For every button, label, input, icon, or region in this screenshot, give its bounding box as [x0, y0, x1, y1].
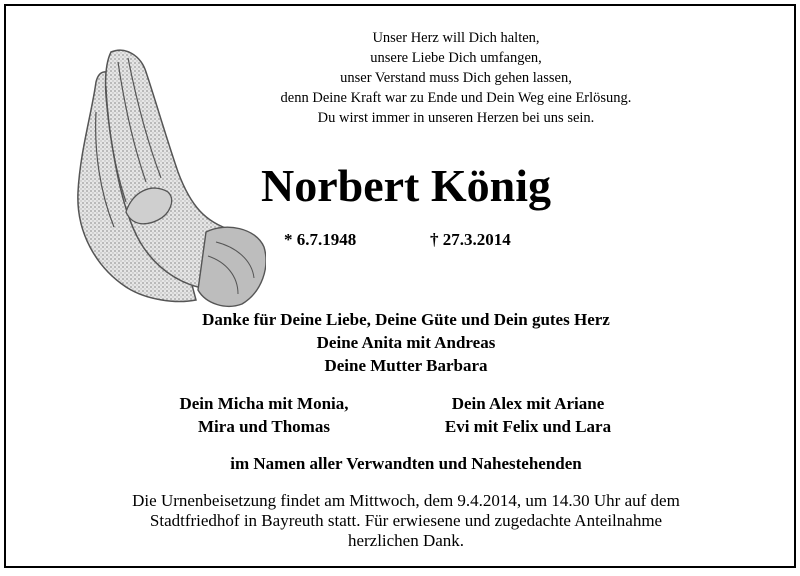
poem-line: denn Deine Kraft war zu Ende und Dein Weg eine Erlösung. — [280, 90, 632, 106]
obituary-notice — [4, 4, 796, 568]
poem-line: unser Verstand muss Dich gehen lassen, — [340, 70, 572, 86]
poem-line: Du wirst immer in unseren Herzen bei uns sein. — [317, 110, 595, 126]
family-line: Mira und Thomas — [198, 417, 330, 436]
poem-line: unsere Liebe Dich umfangen, — [370, 50, 542, 66]
funeral-line: Die Urnenbeisetzung findet am Mittwoch, dem 9.4.2014, um 14.30 Uhr auf dem — [132, 491, 680, 510]
family-left — [134, 392, 394, 438]
deceased-name: Norbert König — [260, 160, 551, 211]
poem-line: Unser Herz will Dich halten, — [372, 30, 540, 46]
thanks-block — [106, 308, 706, 377]
thanks-line: Deine Mutter Barbara — [324, 356, 488, 375]
death-date: † 27.3.2014 — [430, 230, 511, 249]
funeral-info — [46, 491, 766, 551]
thanks-line: Deine Anita mit Andreas — [316, 333, 496, 352]
family-line: Dein Alex mit Ariane — [451, 394, 605, 413]
family-line: Dein Micha mit Monia, — [179, 394, 349, 413]
birth-date: * 6.7.1948 — [284, 230, 357, 249]
thanks-line: Danke für Deine Liebe, Deine Güte und Dein gutes Herz — [202, 310, 610, 329]
funeral-line: herzlichen Dank. — [347, 531, 465, 550]
family-line: Evi mit Felix und Lara — [444, 417, 612, 436]
family-right — [398, 392, 658, 438]
funeral-line: Stadtfriedhof in Bayreuth statt. Für erwiesene und zugedachte Anteilnahme — [149, 511, 663, 530]
poem — [156, 28, 756, 128]
relatives-line: im Namen aller Verwandten und Nahestehenden — [230, 454, 582, 473]
